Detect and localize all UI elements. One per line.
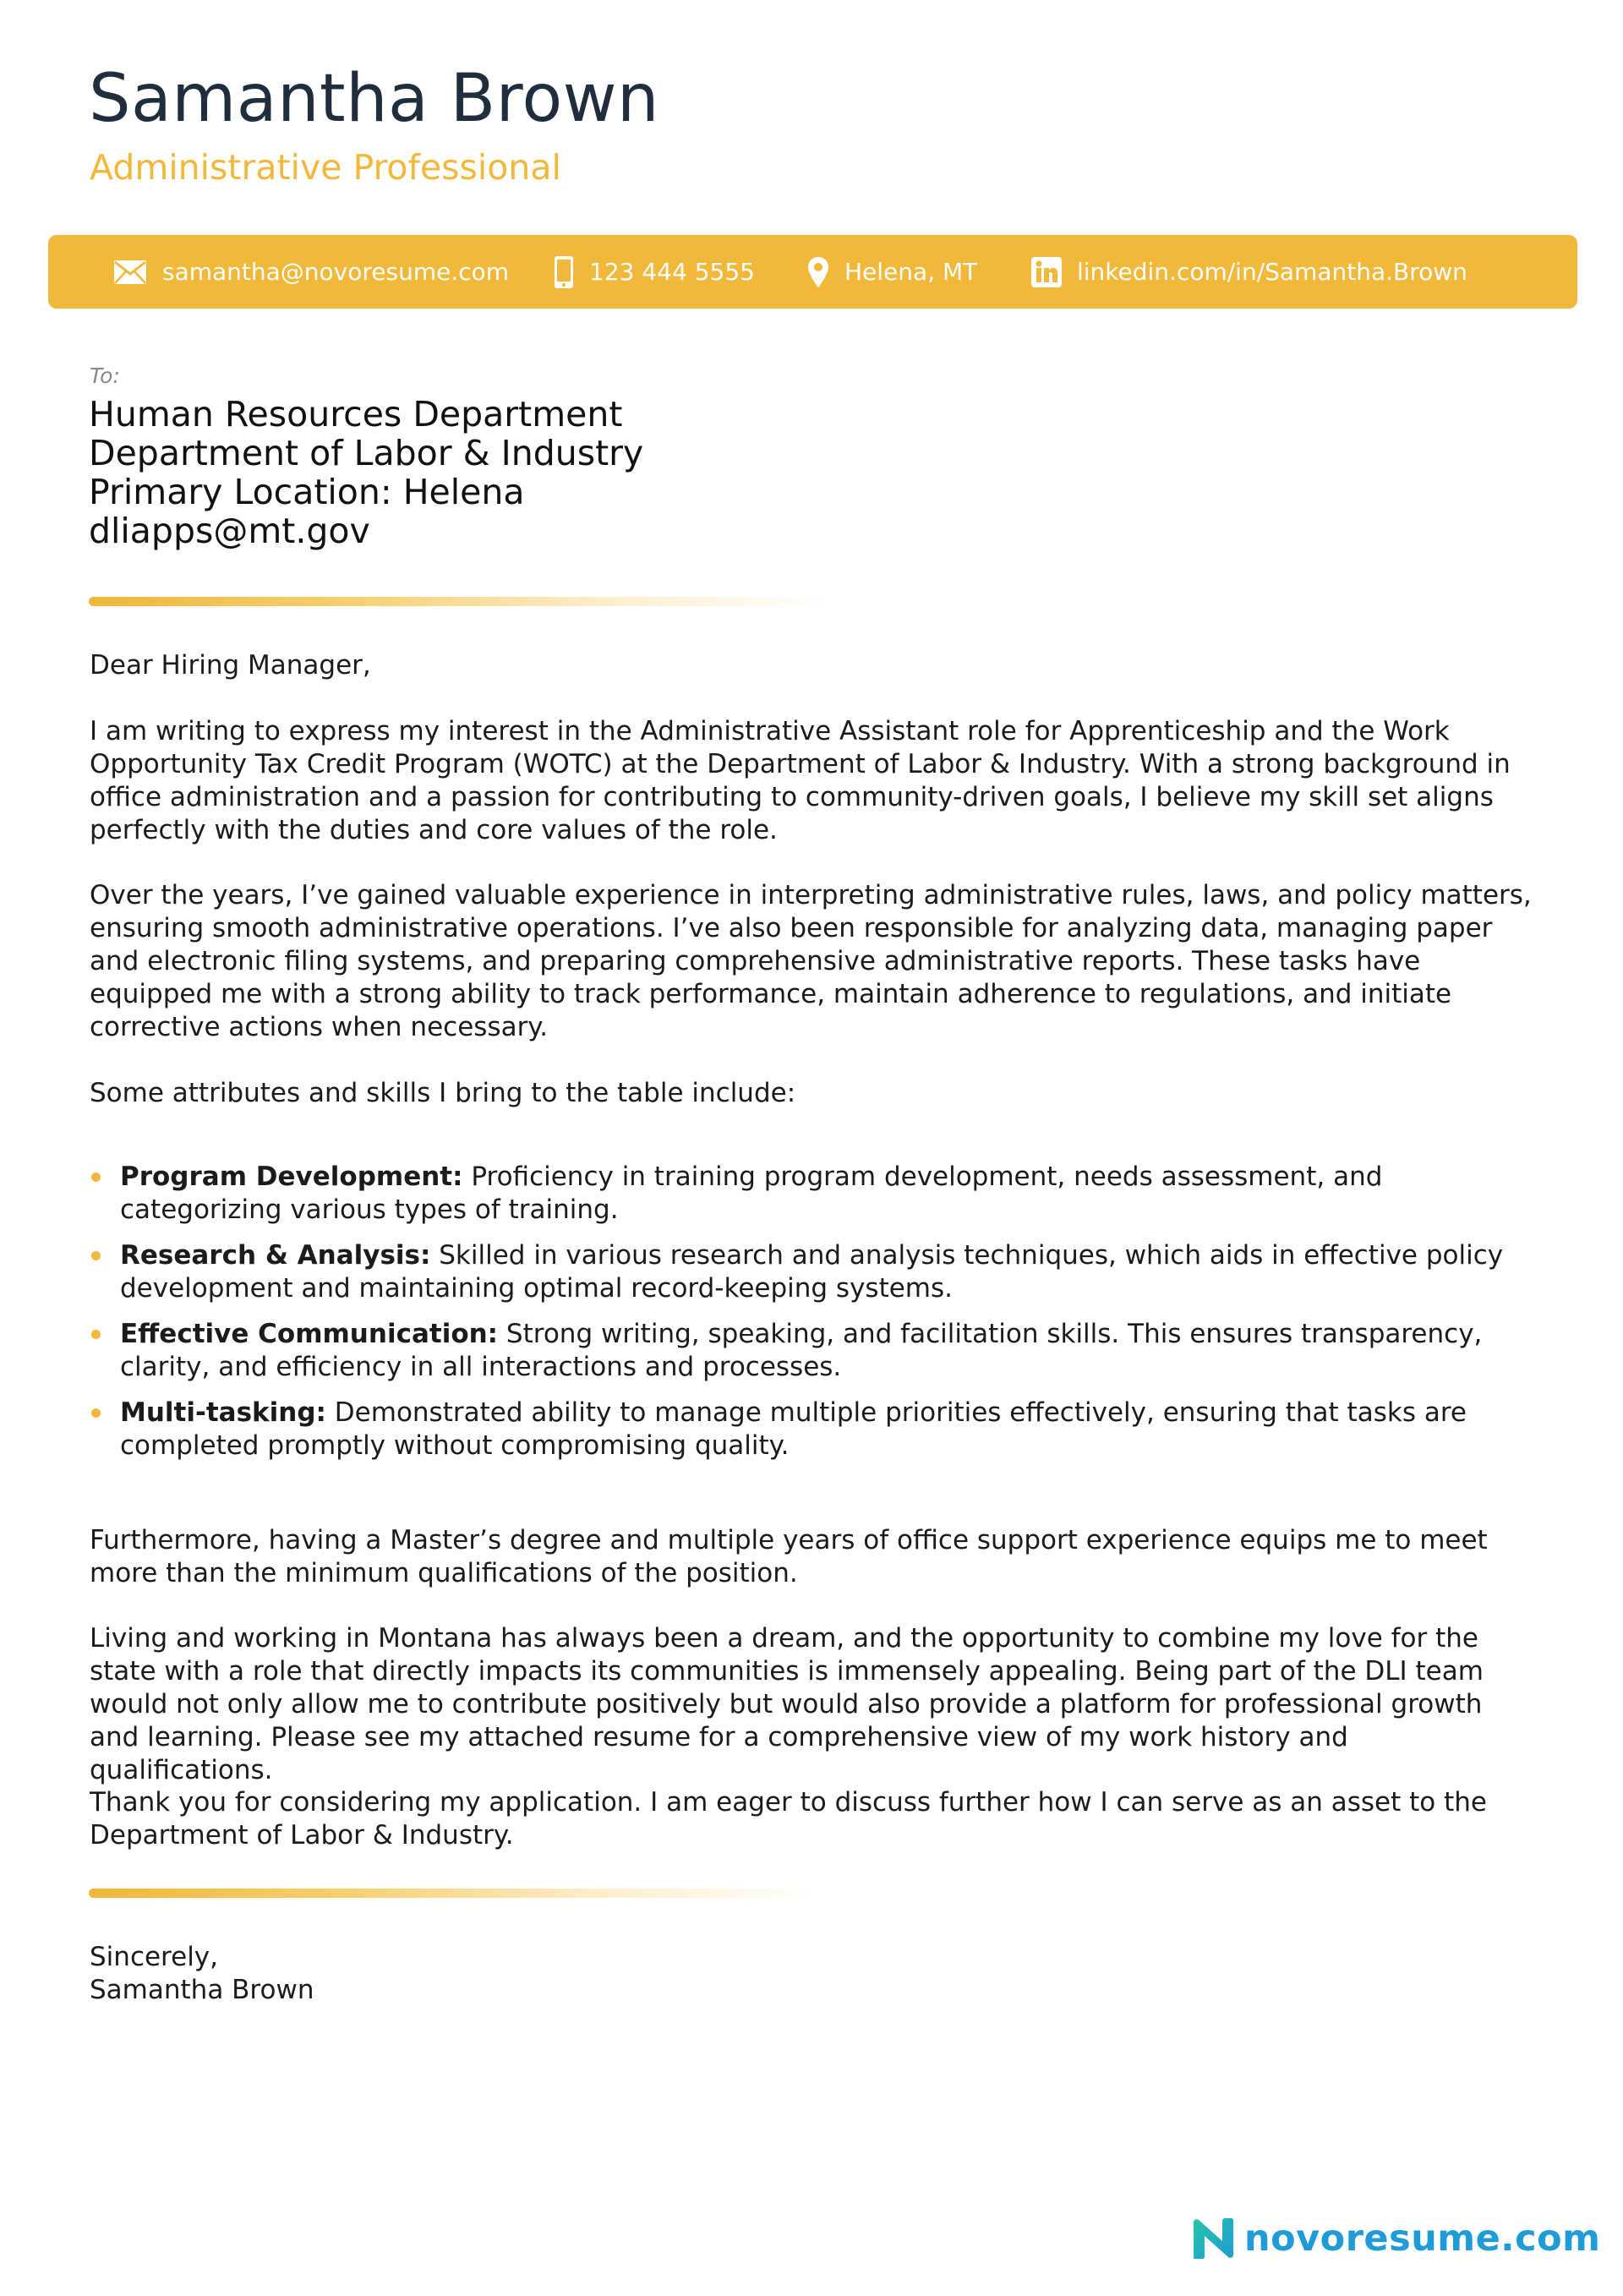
applicant-role: Administrative Professional (90, 147, 561, 188)
paragraph-thanks: Thank you for considering my application. I am eager to discuss further how I can serve as an asset to the Department of Labor & Industry. (90, 1787, 1487, 1850)
location-pin-icon (807, 256, 829, 288)
list-item (90, 1161, 1539, 1227)
paragraph-experience: Over the years, I’ve gained valuable experience in interpreting administrative rules, laws, and policy matters, ensuring smooth administrative operations. I’ve also been responsible for analyzing data, managing paper and electronic filing systems, and preparing comprehensive administrative reports. These tasks have equipped me with a strong ability to track performance, maintain adherence to regulations, and initiate corrective actions when necessary. (90, 880, 1532, 1042)
bullet-dot (91, 1251, 101, 1260)
bullet-dot (91, 1173, 101, 1182)
skill-text: Strong writing, speaking, and facilitation skills. This ensures transparency, clarity, and efficiency in all interactions and processes. (120, 1319, 1483, 1382)
contact-linkedin-text: linkedin.com/in/Samantha.Brown (1077, 258, 1467, 286)
list-item (90, 1239, 1539, 1305)
bullet-dot (91, 1408, 101, 1418)
applicant-name: Samantha Brown (89, 61, 659, 137)
novoresume-logo-icon (1190, 2216, 1236, 2261)
contact-linkedin[interactable] (1031, 235, 1467, 309)
paragraph-motivation: Living and working in Montana has always been a dream, and the opportunity to combine my love for the state with a role that directly impacts its communities is immensely appealing. Being part of the DLI team would not only allow me to contribute positively but would also provide a platform for professional growth and learning. Please see my attached resume for a comprehensive view of my work history and qualifications. (90, 1623, 1484, 1785)
bullet-dot (91, 1330, 101, 1339)
contact-location-text: Helena, MT (844, 258, 978, 286)
brand-logo[interactable] (1190, 2215, 1600, 2262)
list-item (90, 1397, 1539, 1462)
recipient-line: Department of Labor & Industry (89, 433, 644, 473)
list-item (90, 1318, 1539, 1384)
skill-title: Effective Communication: (120, 1319, 499, 1349)
contact-email-text: samantha@novoresume.com (162, 258, 510, 286)
phone-icon (554, 255, 574, 289)
skill-text: Skilled in various research and analysis techniques, which aids in effective policy development and maintaining optimal record-keeping systems. (120, 1240, 1504, 1304)
recipient-block (89, 395, 643, 550)
recipient-email[interactable]: dliapps@mt.gov (89, 511, 370, 551)
skill-text: Proficiency in training program development, needs assessment, and categorizing various types of training. (120, 1162, 1383, 1225)
signature-name: Samantha Brown (90, 1975, 314, 2005)
skill-title: Research & Analysis: (120, 1240, 431, 1271)
contact-bar (48, 235, 1577, 309)
sign-off: Sincerely, (90, 1942, 219, 1972)
skill-text: Demonstrated ability to manage multiple priorities effectively, ensuring that tasks are completed promptly without compromising quality. (120, 1397, 1467, 1461)
divider-bottom (89, 1889, 816, 1898)
recipient-line: Primary Location: Helena (89, 472, 525, 512)
paragraph-qualifications: Furthermore, having a Master’s degree and multiple years of office support experience equips me to meet more than the minimum qualifications of the position. (90, 1525, 1488, 1588)
contact-phone-text: 123 444 5555 (589, 258, 755, 286)
contact-email[interactable] (113, 235, 509, 309)
contact-phone[interactable] (554, 235, 755, 309)
to-label: To: (90, 364, 120, 388)
recipient-line: Human Resources Department (89, 394, 623, 435)
email-icon (113, 260, 147, 285)
brand-text: novoresume.com (1244, 2217, 1601, 2260)
paragraph-intro: I am writing to express my interest in the Administrative Assistant role for Apprenticeship and the Work Opportunity Tax Credit Program (WOTC) at the Department of Labor & Industry. With a strong background in office administration and a passion for contributing to community-driven goals, I believe my skill set aligns perfectly with the duties and core values of the role. (90, 716, 1511, 845)
skill-title: Program Development: (120, 1162, 463, 1192)
linkedin-icon (1031, 257, 1062, 287)
skill-title: Multi-tasking: (120, 1397, 326, 1428)
greeting: Dear Hiring Manager, (90, 650, 371, 681)
signature-block (90, 1941, 314, 2007)
skills-list (90, 1161, 1539, 1475)
contact-location[interactable] (807, 235, 977, 309)
divider-top (89, 597, 824, 606)
paragraph-skills-intro: Some attributes and skills I bring to the table include: (90, 1078, 796, 1108)
